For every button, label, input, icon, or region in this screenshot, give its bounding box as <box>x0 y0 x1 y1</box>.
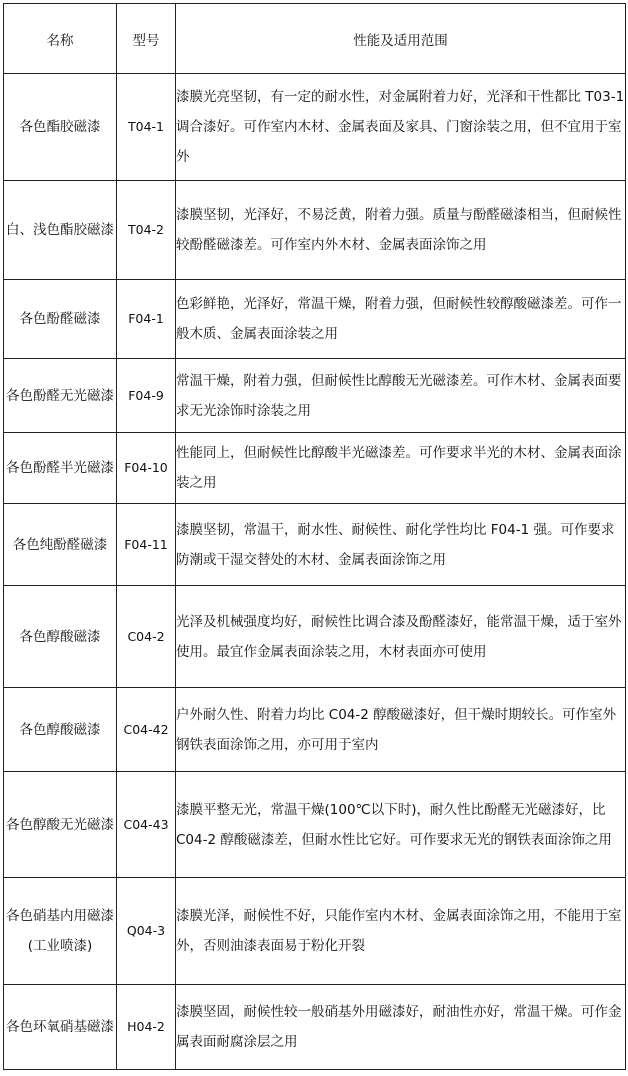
cell-desc: 性能同上，但耐候性比醇酸半光磁漆差。可作要求半光的木材、金属表面涂装之用 <box>176 433 626 504</box>
cell-name: 各色环氧硝基磁漆 <box>4 985 117 1070</box>
cell-name: 各色醇酸磁漆 <box>4 586 117 688</box>
table-row <box>4 280 626 359</box>
cell-model: C04-2 <box>117 586 176 688</box>
table-row <box>4 586 626 688</box>
cell-desc: 漆膜光泽，耐候性不好，只能作室内木材、金属表面涂饰之用，不能用于室外，否则油漆表面易于粉化开裂 <box>176 878 626 985</box>
cell-model: F04-1 <box>117 280 176 359</box>
cell-name: 各色酚醛无光磁漆 <box>4 359 117 433</box>
table-row <box>4 878 626 985</box>
cell-model: C04-42 <box>117 688 176 772</box>
header-name: 名称 <box>4 4 117 74</box>
cell-desc: 光泽及机械强度均好，耐候性比调合漆及酚醛漆好，能常温干燥，适于室外使用。最宜作金属表面涂装之用，木材表面亦可使用 <box>176 586 626 688</box>
cell-name: 各色酚醛半光磁漆 <box>4 433 117 504</box>
cell-name: 各色醇酸磁漆 <box>4 688 117 772</box>
cell-desc: 色彩鲜艳，光泽好，常温干燥，附着力强，但耐候性较醇酸磁漆差。可作一般木质、金属表面涂装之用 <box>176 280 626 359</box>
cell-model: C04-43 <box>117 772 176 878</box>
paint-spec-table <box>3 3 626 1070</box>
cell-model: F04-9 <box>117 359 176 433</box>
table-row <box>4 985 626 1070</box>
cell-model: Q04-3 <box>117 878 176 985</box>
table-row <box>4 181 626 280</box>
header-model: 型号 <box>117 4 176 74</box>
cell-name: 各色纯酚醛磁漆 <box>4 504 117 586</box>
table-row <box>4 74 626 181</box>
table-row <box>4 433 626 504</box>
header-row <box>4 4 626 74</box>
table-row <box>4 688 626 772</box>
header-desc: 性能及适用范围 <box>176 4 626 74</box>
table-row <box>4 772 626 878</box>
cell-desc: 户外耐久性、附着力均比 C04-2 醇酸磁漆好，但干燥时期较长。可作室外钢铁表面涂饰之用，亦可用于室内 <box>176 688 626 772</box>
cell-model: T04-2 <box>117 181 176 280</box>
cell-desc: 漆膜平整无光，常温干燥(100℃以下时)，耐久性比酚醛无光磁漆好，比 C04-2 醇酸磁漆差，但耐水性比它好。可作要求无光的钢铁表面涂饰之用 <box>176 772 626 878</box>
cell-model: H04-2 <box>117 985 176 1070</box>
cell-model: F04-11 <box>117 504 176 586</box>
cell-name: 各色酯胶磁漆 <box>4 74 117 181</box>
cell-desc: 漆膜坚韧，常温干，耐水性、耐候性、耐化学性均比 F04-1 强。可作要求防潮或干湿交替处的木材、金属表面涂饰之用 <box>176 504 626 586</box>
table-row <box>4 504 626 586</box>
cell-desc: 漆膜光亮坚韧，有一定的耐水性，对金属附着力好，光泽和干性都比 T03-1 调合漆好。可作室内木材、金属表面及家具、门窗涂装之用，但不宜用于室外 <box>176 74 626 181</box>
cell-desc: 漆膜坚韧，光泽好，不易泛黄，附着力强。质量与酚醛磁漆相当，但耐候性较酚醛磁漆差。可作室内外木材、金属表面涂饰之用 <box>176 181 626 280</box>
table-row <box>4 359 626 433</box>
cell-model: F04-10 <box>117 433 176 504</box>
cell-model: T04-1 <box>117 74 176 181</box>
cell-name: 各色酚醛磁漆 <box>4 280 117 359</box>
cell-name: 白、浅色酯胶磁漆 <box>4 181 117 280</box>
cell-desc: 漆膜坚固，耐候性较一般硝基外用磁漆好，耐油性亦好，常温干燥。可作金属表面耐腐涂层之用 <box>176 985 626 1070</box>
cell-name: 各色醇酸无光磁漆 <box>4 772 117 878</box>
cell-name: 各色硝基内用磁漆(工业喷漆) <box>4 878 117 985</box>
cell-desc: 常温干燥，附着力强，但耐候性比醇酸无光磁漆差。可作木材、金属表面要求无光涂饰时涂装之用 <box>176 359 626 433</box>
